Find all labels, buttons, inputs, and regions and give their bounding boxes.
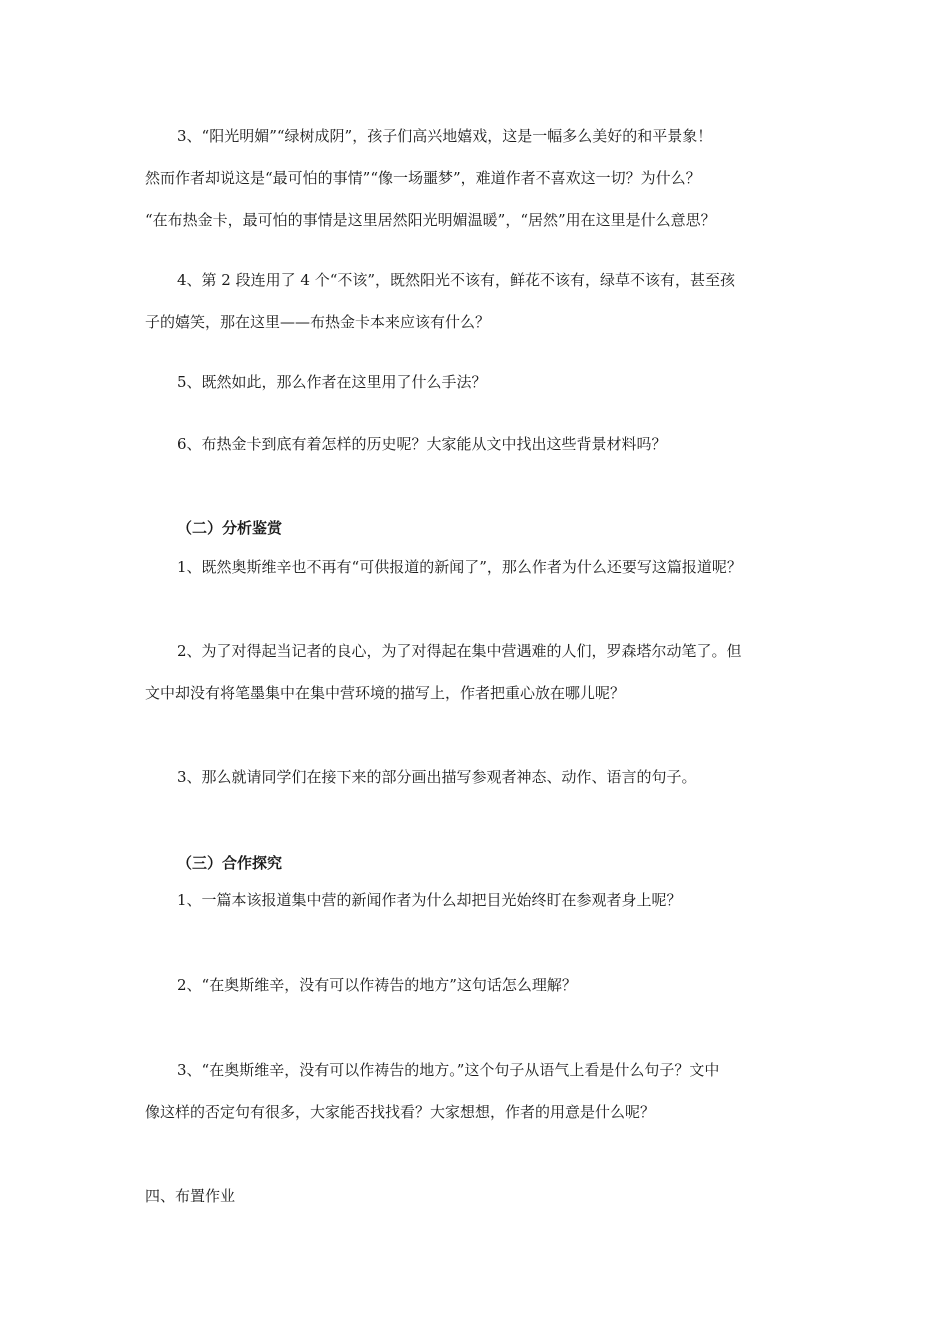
section-heading-analysis: （二）分析鉴赏 bbox=[177, 519, 283, 537]
question-4-line-2: 子的嬉笑，那在这里——布热金卡本来应该有什么？ bbox=[145, 313, 491, 331]
question-3-line-2: 然而作者却说这是“最可怕的事情”“像一场噩梦”，难道作者不喜欢这一切？为什么？ bbox=[145, 169, 701, 187]
question-3-line-3: “在布热金卡，最可怕的事情是这里居然阳光明媚温暖”，“居然”用在这里是什么意思？ bbox=[145, 211, 716, 229]
cooperation-question-3-line-2: 像这样的否定句有很多，大家能否找找看？大家想想，作者的用意是什么呢？ bbox=[145, 1103, 656, 1121]
analysis-question-1: 1、既然奥斯维辛也不再有“可供报道的新闻了”，那么作者为什么还要写这篇报道呢？ bbox=[177, 558, 742, 576]
question-4-line-1: 4、第 2 段连用了 4 个“不该”，既然阳光不该有，鲜花不该有，绿草不该有，甚至孩 bbox=[177, 271, 736, 289]
cooperation-question-3-line-1: 3、“在奥斯维辛，没有可以作祷告的地方。”这个句子从语气上看是什么句子？文中 bbox=[177, 1061, 720, 1079]
analysis-question-2-line-1: 2、为了对得起当记者的良心，为了对得起在集中营遇难的人们，罗森塔尔动笔了。但 bbox=[177, 642, 742, 660]
question-6: 6、布热金卡到底有着怎样的历史呢？大家能从文中找出这些背景材料吗？ bbox=[177, 435, 667, 453]
question-5: 5、既然如此，那么作者在这里用了什么手法？ bbox=[177, 373, 487, 391]
cooperation-question-2: 2、“在奥斯维辛，没有可以作祷告的地方”这句话怎么理解？ bbox=[177, 976, 577, 994]
analysis-question-2-line-2: 文中却没有将笔墨集中在集中营环境的描写上，作者把重心放在哪儿呢？ bbox=[145, 684, 626, 702]
section-heading-cooperation: （三）合作探究 bbox=[177, 854, 283, 872]
analysis-question-3: 3、那么就请同学们在接下来的部分画出描写参观者神态、动作、语言的句子。 bbox=[177, 768, 697, 786]
question-3-line-1: 3、“阳光明媚”“绿树成阴”，孩子们高兴地嬉戏，这是一幅多么美好的和平景象！ bbox=[177, 127, 713, 145]
section-four-title: 四、布置作业 bbox=[145, 1187, 236, 1205]
cooperation-question-1: 1、一篇本该报道集中营的新闻作者为什么却把目光始终盯在参观者身上呢？ bbox=[177, 891, 682, 909]
